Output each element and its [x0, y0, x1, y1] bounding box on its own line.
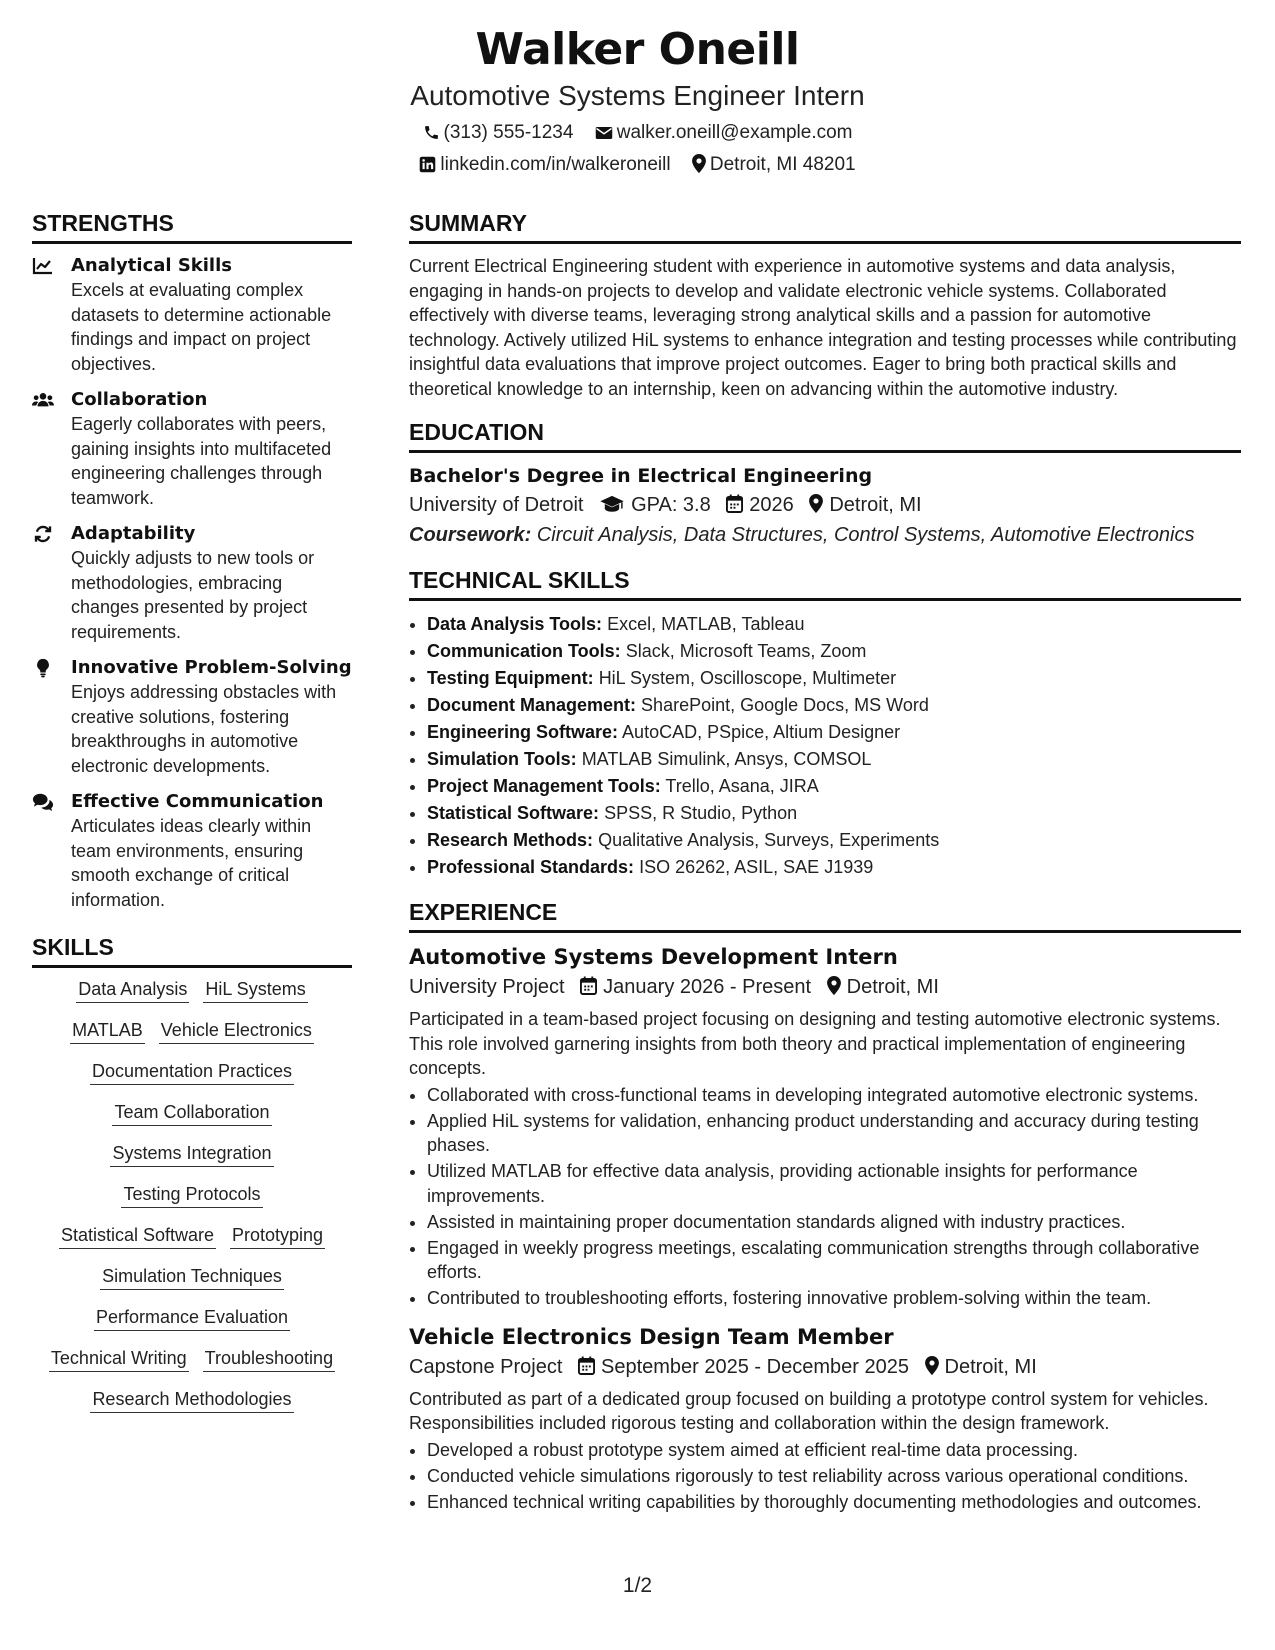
page-number: 1/2: [622, 1574, 653, 1597]
phone-text: (313) 555-1234: [443, 122, 574, 143]
experience-heading: EXPERIENCE: [409, 899, 1241, 933]
strength-name: Effective Communication: [71, 791, 324, 812]
summary-section: [409, 210, 1241, 401]
job-bullets: [409, 1083, 1241, 1311]
skill-tag: Documentation Practices: [90, 1060, 294, 1085]
strength-name: Adaptability: [71, 523, 196, 544]
strength-item: [32, 254, 352, 376]
job-meta: [409, 1353, 1241, 1381]
skill-tag: Troubleshooting: [203, 1347, 335, 1372]
right-column: [409, 210, 1241, 1516]
skill-tag: Vehicle Electronics: [159, 1019, 314, 1044]
left-column: [32, 210, 352, 1429]
tech-label: Research Methods:: [427, 830, 594, 850]
list-item: [427, 638, 1241, 665]
strength-desc: Articulates ideas clearly within team environments, ensuring smooth exchange of critical information.: [71, 816, 312, 910]
list-item: • Developed a robust prototype system aimed at efficient real-time data processing.: [427, 1438, 1241, 1463]
list-item: • Assisted in maintaining proper documentation standards aligned with industry practices.: [427, 1210, 1241, 1235]
strength-name: Collaboration: [71, 389, 208, 410]
gpa-text: GPA: 3.8: [631, 494, 711, 516]
skill-tag: Prototyping: [230, 1224, 325, 1249]
list-item: • Utilized MATLAB for effective data analysis, providing actionable insights for performance improvements.: [427, 1159, 1241, 1208]
job-entry: [409, 1323, 1241, 1515]
list-item: [427, 800, 1241, 827]
skill-row: [32, 1224, 352, 1249]
skills-heading: SKILLS: [32, 934, 352, 968]
skill-row: [32, 1142, 352, 1167]
candidate-name: Walker Oneill: [475, 24, 800, 75]
tech-label: Testing Equipment:: [427, 668, 594, 688]
edu-location-text: Detroit, MI: [829, 494, 922, 516]
job-org: University Project: [409, 976, 565, 998]
skill-tag: Testing Protocols: [121, 1183, 262, 1208]
tech-label: Engineering Software:: [427, 722, 619, 742]
job-description: Contributed as part of a dedicated group focused on building a prototype control system for vehicles. Responsibilities included rigorous testing and collaboration within the design framework.: [409, 1388, 1209, 1433]
job-org: Capstone Project: [409, 1355, 563, 1378]
list-item: [427, 692, 1241, 719]
skill-tag: Data Analysis: [76, 978, 189, 1003]
strength-name: Analytical Skills: [71, 255, 232, 276]
list-item: • Collaborated with cross-functional teams in developing integrated automotive electronic systems.: [427, 1083, 1241, 1108]
map-marker-icon: [809, 494, 823, 513]
tech-value: HiL System, Oscilloscope, Multimeter: [598, 668, 897, 688]
coursework-text: Circuit Analysis, Data Structures, Control Systems, Automotive Electronics: [536, 524, 1195, 546]
contact-location: [692, 153, 856, 177]
tech-value: Trello, Asana, JIRA: [665, 776, 819, 796]
job-location: [827, 973, 939, 1001]
year-text: 2026: [749, 494, 794, 516]
strength-item: [32, 656, 352, 778]
education-location: [809, 491, 921, 519]
job-title: Automotive Systems Development Intern: [409, 945, 898, 969]
job-location-text: Detroit, MI: [944, 1355, 1037, 1378]
list-item: [427, 773, 1241, 800]
skill-row: [32, 1347, 352, 1372]
chart-line-icon: [32, 256, 54, 276]
skill-row: [32, 1388, 352, 1413]
coursework-label: Coursework:: [409, 524, 532, 546]
job-meta: [409, 973, 1241, 1001]
technical-skills-section: [409, 567, 1241, 881]
job-dates: [578, 1353, 909, 1381]
phone-icon: [423, 124, 440, 141]
tech-value: SharePoint, Google Docs, MS Word: [641, 695, 929, 715]
strength-desc: Eagerly collaborates with peers, gaining insights into multifaceted engineering challenges through teamwork.: [71, 414, 332, 508]
tech-label: Document Management:: [427, 695, 637, 715]
skill-tag: Team Collaboration: [112, 1101, 271, 1126]
strength-item: [32, 522, 352, 644]
sync-icon: [32, 524, 54, 544]
linkedin-text: linkedin.com/in/walkeroneill: [440, 154, 671, 175]
list-item: • Enhanced technical writing capabilities by thoroughly documenting methodologies and outcomes.: [427, 1490, 1241, 1515]
linkedin-icon: [419, 156, 436, 173]
contact-row-2: [0, 153, 1275, 177]
contact-linkedin[interactable]: [419, 153, 670, 177]
coursework: [409, 521, 1241, 549]
summary-heading: SUMMARY: [409, 210, 1241, 244]
job-entry: [409, 943, 1241, 1311]
map-marker-icon: [925, 1356, 939, 1375]
education-section: [409, 419, 1241, 549]
tech-label: Simulation Tools:: [427, 749, 577, 769]
skill-row: [32, 1101, 352, 1126]
skill-row: [32, 1306, 352, 1331]
skill-row: [32, 1183, 352, 1208]
job-dates-text: September 2025 - December 2025: [600, 1355, 909, 1378]
lightbulb-icon: [32, 658, 54, 678]
experience-section: [409, 899, 1241, 1514]
tech-label: Project Management Tools:: [427, 776, 661, 796]
calendar-icon: [726, 494, 743, 513]
degree-title: Bachelor's Degree in Electrical Engineering: [409, 465, 873, 487]
list-item: [427, 611, 1241, 638]
calendar-icon: [578, 1356, 595, 1375]
list-item: • Contributed to troubleshooting efforts, fostering innovative problem-solving within the team.: [427, 1286, 1241, 1311]
list-item: • Conducted vehicle simulations rigorously to test reliability across various operational conditions.: [427, 1464, 1241, 1489]
school-name: University of Detroit: [409, 494, 584, 516]
skill-row: [32, 978, 352, 1003]
graduation-cap-icon: [599, 495, 625, 513]
contact-phone[interactable]: [423, 121, 574, 145]
job-location: [925, 1353, 1037, 1381]
education-year: [726, 491, 794, 519]
users-icon: [32, 390, 54, 410]
list-item: [427, 719, 1241, 746]
skill-tag: Systems Integration: [110, 1142, 273, 1167]
strengths-heading: STRENGTHS: [32, 210, 352, 244]
job-title: Vehicle Electronics Design Team Member: [409, 1324, 894, 1349]
skill-tag: Performance Evaluation: [94, 1306, 290, 1331]
job-dates-text: January 2026 - Present: [603, 976, 812, 998]
tech-label: Communication Tools:: [427, 641, 621, 661]
email-text: walker.oneill@example.com: [616, 122, 853, 143]
strength-name: Innovative Problem-Solving: [71, 657, 352, 678]
skill-row: [32, 1019, 352, 1044]
tech-value: Slack, Microsoft Teams, Zoom: [625, 641, 867, 661]
list-item: [427, 746, 1241, 773]
contact-email[interactable]: [595, 121, 853, 145]
strength-item: [32, 388, 352, 510]
list-item: [427, 665, 1241, 692]
skill-row: [32, 1060, 352, 1085]
tech-value: SPSS, R Studio, Python: [604, 803, 798, 823]
strength-desc: Enjoys addressing obstacles with creative solutions, fostering breakthroughs in automotive electronic developments.: [71, 682, 337, 776]
skill-row: [32, 1265, 352, 1290]
job-location-text: Detroit, MI: [846, 976, 939, 998]
education-meta: [409, 491, 1241, 519]
job-description: Participated in a team-based project focusing on designing and testing automotive electronic systems. This role involved garnering insights from both theory and practical implementation of engineering concepts.: [409, 1009, 1221, 1078]
tech-value: Qualitative Analysis, Surveys, Experiments: [598, 830, 940, 850]
skill-tag: Simulation Techniques: [100, 1265, 284, 1290]
education-gpa: [599, 491, 711, 519]
skills-section: [32, 934, 352, 1413]
tech-value: Excel, MATLAB, Tableau: [607, 614, 805, 634]
comments-icon: [32, 792, 54, 812]
list-item: • Applied HiL systems for validation, enhancing product understanding and accuracy during testing phases.: [427, 1109, 1241, 1158]
summary-text: Current Electrical Engineering student with experience in automotive systems and data analysis, engaging in hands-on projects to develop and validate electronic vehicle systems. Collaborated effectively with diverse teams, leveraging strong analytical skills and a passion for automotive technology. Actively utilized HiL systems to enhance integration and testing processes while contributing insightful data evaluations that improve project outcomes. Eager to bring both practical skills and theoretical knowledge to an internship, keen on advancing within the automotive industry.: [409, 256, 1237, 399]
skill-tag: MATLAB: [70, 1019, 145, 1044]
tech-value: MATLAB Simulink, Ansys, COMSOL: [581, 749, 872, 769]
skill-tag: Technical Writing: [49, 1347, 189, 1372]
strength-item: [32, 790, 352, 912]
tech-label: Professional Standards:: [427, 857, 635, 877]
technical-skills-heading: TECHNICAL SKILLS: [409, 567, 1241, 601]
job-dates: [580, 973, 811, 1001]
strength-desc: Quickly adjusts to new tools or methodologies, embracing changes presented by project requirements.: [71, 548, 315, 642]
envelope-icon: [595, 125, 613, 141]
candidate-title: Automotive Systems Engineer Intern: [410, 80, 865, 111]
skill-tag: Research Methodologies: [90, 1388, 293, 1413]
skill-tag: Statistical Software: [59, 1224, 216, 1249]
tech-label: Data Analysis Tools:: [427, 614, 603, 634]
list-item: [427, 827, 1241, 854]
tech-value: AutoCAD, PSpice, Altium Designer: [622, 722, 901, 742]
resume-header: [0, 24, 1275, 177]
tech-value: ISO 26262, ASIL, SAE J1939: [639, 857, 874, 877]
technical-skills-list: [409, 611, 1241, 881]
contact-row-1: [0, 121, 1275, 145]
education-heading: EDUCATION: [409, 419, 1241, 453]
calendar-icon: [580, 976, 597, 995]
tech-label: Statistical Software:: [427, 803, 600, 823]
map-marker-icon: [692, 154, 706, 173]
map-marker-icon: [827, 976, 841, 995]
skill-tag: HiL Systems: [203, 978, 307, 1003]
list-item: • Engaged in weekly progress meetings, escalating communication strengths through collaborative efforts.: [427, 1236, 1241, 1285]
list-item: [427, 854, 1241, 881]
strength-desc: Excels at evaluating complex datasets to determine actionable findings and impact on project objectives.: [71, 280, 332, 374]
job-bullets: [409, 1438, 1241, 1515]
location-text: Detroit, MI 48201: [709, 154, 856, 175]
